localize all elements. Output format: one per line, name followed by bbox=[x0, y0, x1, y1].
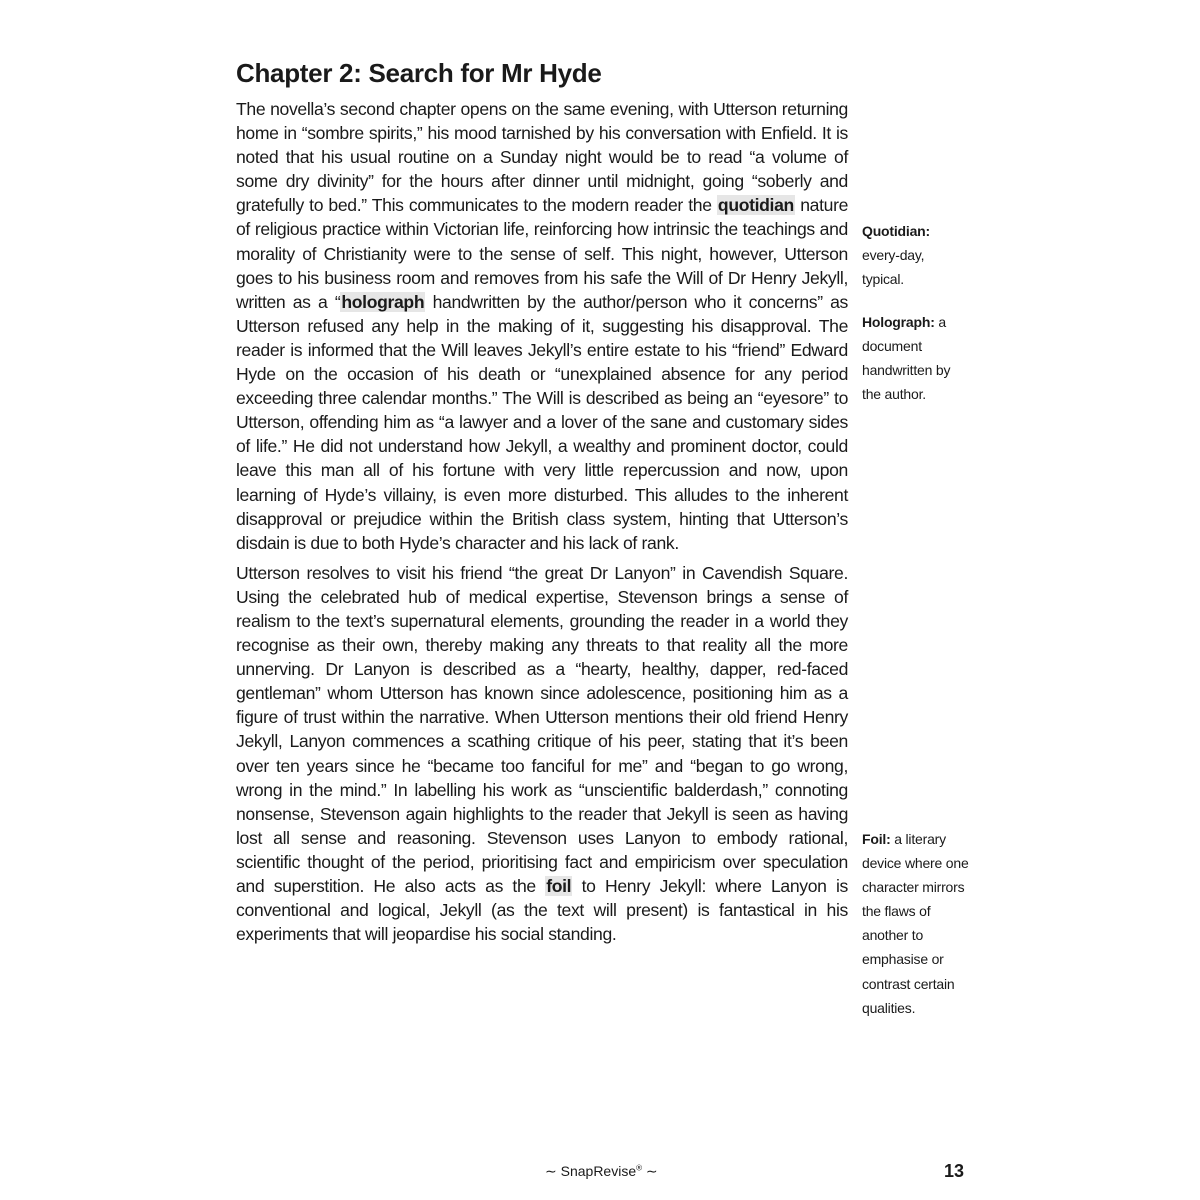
note-definition: every-day, typical. bbox=[862, 247, 925, 288]
brand-tail: ∼ bbox=[642, 1163, 658, 1179]
note-term: Quotidian: bbox=[862, 223, 930, 239]
margin-note-quotidian bbox=[862, 219, 942, 291]
glossary-term-highlight: holograph bbox=[341, 291, 425, 312]
footer-brand bbox=[545, 1163, 658, 1180]
margin-note-foil bbox=[862, 827, 970, 1020]
brand-name: ∼ SnapRevise bbox=[545, 1163, 637, 1179]
text-run: Utterson resolves to visit his friend “the great Dr Lanyon” in Cavendish Square. Using the celebrated hub of medical expertise, Stevenson brings a sense of realism to the text’s supernatural elements, grounding the reader in a world they recognise as their own, thereby making any threats to that reality all the more unnerving. Dr Lanyon is described as a “hearty, healthy, dapper, red-faced gentleman” whom Utterson has known since adolescence, positioning him as a figure of trust within the narrative. When Utterson mentions their old friend Henry Jekyll, Lanyon commences a scathing critique of his peer, stating that it’s been over ten years since he “became too fanciful for me” and “began to go wrong, wrong in the mind.” In labelling his work as “unscientific balderdash,” connoting nonsense, Stevenson again highlights to the reader that Jekyll is seen as having lost all sense and reasoning. Stevenson uses Lanyon to embody rational, scientific thought of the period, prioritising fact and empiricism over speculation and superstition. He also acts as the bbox=[236, 562, 848, 896]
text-run: handwritten by the author/person who it concerns” as Utterson refused any help in the making of it, suggesting his disapproval. The reader is informed that the Will leaves Jekyll’s entire estate to his “friend” Edward Hyde on the occasion of his death or “unexplained absence for any period exceeding three calendar months.” The Will is described as being an “eyesore” to Utterson, offending him as “a lawyer and a lover of the sane and customary sides of life.” He did not understand how Jekyll, a wealthy and prominent doctor, could leave this man all of his fortune with very little repercussion and now, upon learning of Hyde’s villainy, is even more disturbed. This alludes to the inherent disapproval or prejudice within the British class system, hinting that Utterson’s disdain is due to both Hyde’s character and his lack of rank. bbox=[236, 291, 849, 553]
note-term: Foil: bbox=[862, 831, 891, 847]
margin-note-holograph bbox=[862, 310, 962, 406]
note-definition: a document handwritten by the author. bbox=[862, 314, 951, 403]
page-title: Chapter 2: Search for Mr Hyde bbox=[236, 58, 602, 88]
paragraph bbox=[236, 561, 848, 947]
text-run: to Henry Jekyll: where Lanyon is conventional and logical, Jekyll (as the text will present) is fantastical in his experiments that will jeopardise his social standing. bbox=[236, 876, 848, 945]
text-run: The novella’s second chapter opens on the same evening, with Utterson returning home in “sombre spirits,” his mood tarnished by his conversation with Enfield. It is noted that his usual routine on a Sunday night would be to read “a volume of some dry divinity” for the hours after dinner until midnight, going “soberly and gratefully to bed.” This communicates to the modern reader the bbox=[236, 99, 848, 216]
registered-mark: ® bbox=[636, 1163, 643, 1173]
text-run: nature of religious practice within Victorian life, reinforcing how intrinsic the teachings and morality of Christianity were to the sense of self. This night, however, Utterson goes to his business room and removes from his safe the Will of Dr Henry Jekyll, written as a “ bbox=[236, 195, 849, 312]
body-text bbox=[236, 97, 848, 952]
glossary-term-highlight: foil bbox=[546, 876, 572, 896]
note-definition: a literary device where one character mirrors the flaws of another to emphasise or contrast certain qualities. bbox=[862, 831, 969, 1016]
note-term: Holograph: bbox=[862, 314, 935, 330]
glossary-term-highlight: quotidian bbox=[717, 195, 794, 216]
paragraph bbox=[236, 97, 848, 555]
page-number: 13 bbox=[944, 1161, 965, 1181]
